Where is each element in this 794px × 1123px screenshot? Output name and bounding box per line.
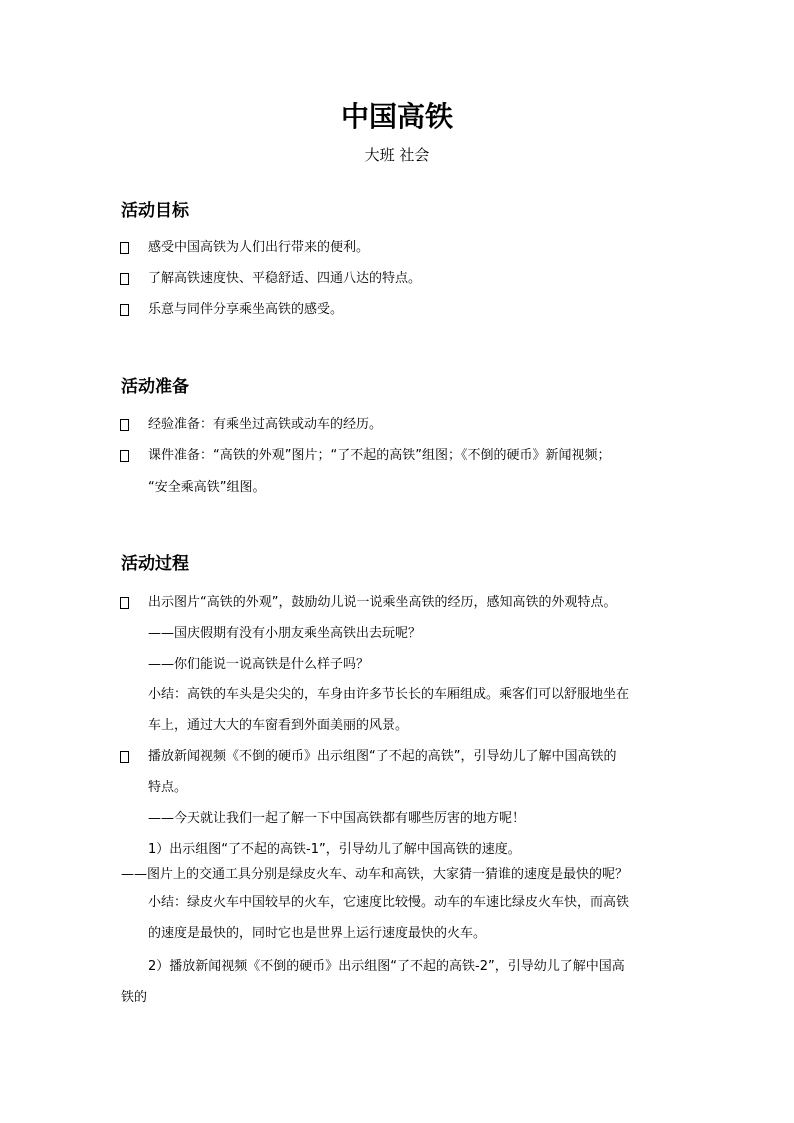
process-step2-sub1-summary-line-1: 小结：绿皮火车中国较早的火车，它速度比较慢。动车的车速比绿皮火车快，而高铁 [148, 895, 630, 910]
process-step2-intro: ——今天就让我们一起了解一下中国高铁都有哪些厉害的地方呢！ [148, 811, 526, 826]
process-step1-question-1: ——国庆假期有没有小朋友乘坐高铁出去玩呢？ [148, 626, 422, 641]
process-step1-question-2: ——你们能说一说高铁是什么样子吗？ [148, 657, 370, 672]
process-step2-sub1-summary-line-2: 的速度是最快的，同时它也是世界上运行速度最快的火车。 [148, 926, 487, 941]
document-title: 中国高铁 [340, 100, 453, 133]
bullet-icon [118, 449, 130, 463]
process-step1-summary-line-1: 小结：高铁的车头是尖尖的，车身由许多节长长的车厢组成。乘客们可以舒服地坐在 [148, 687, 630, 702]
preparation-heading: 活动准备 [121, 377, 189, 397]
process-step1-lead: 出示图片“高铁的外观”，鼓励幼儿说一说乘坐高铁的经历，感知高铁的外观特点。 [148, 595, 617, 610]
preparation-item-1: 经验准备：有乘坐过高铁或动车的经历。 [148, 417, 383, 432]
process-heading: 活动过程 [121, 554, 189, 574]
process-step1-summary-line-2: 车上，通过大大的车窗看到外面美丽的风景。 [148, 718, 409, 733]
goals-heading: 活动目标 [121, 201, 189, 221]
process-step2-lead-line-1: 播放新闻视频《不倒的硬币》出示组图“了不起的高铁”，引导幼儿了解中国高铁的 [148, 749, 617, 764]
goals-item-1: 感受中国高铁为人们出行带来的便利。 [148, 240, 370, 255]
preparation-item-2-continued: “安全乘高铁”组图。 [148, 480, 266, 495]
bullet-icon [118, 750, 130, 764]
goals-item-3: 乐意与同伴分享乘坐高铁的感受。 [148, 302, 344, 317]
process-step2-sub1: 1）出示组图“了不起的高铁-1”，引导幼儿了解中国高铁的速度。 [148, 842, 521, 857]
goals-item-2: 了解高铁速度快、平稳舒适、四通八达的特点。 [148, 271, 422, 286]
bullet-icon [118, 241, 130, 255]
bullet-icon [118, 596, 130, 610]
process-step2-lead-line-2: 特点。 [148, 780, 188, 795]
bullet-icon [118, 418, 130, 432]
process-step2-sub2-line-2: 铁的 [121, 990, 148, 1005]
preparation-item-2: 课件准备：“高铁的外观”图片；“了不起的高铁”组图；《不倒的硬币》新闻视频； [148, 448, 611, 463]
process-step2-sub2-line-1: 2）播放新闻视频《不倒的硬币》出示组图“了不起的高铁-2”，引导幼儿了解中国高 [148, 959, 625, 974]
bullet-icon [118, 303, 130, 317]
document-subtitle: 大班 社会 [364, 146, 430, 164]
bullet-icon [118, 272, 130, 286]
process-step2-sub1-question: ——图片上的交通工具分别是绿皮火车、动车和高铁，大家猜一猜谁的速度是最快的呢？ [121, 867, 629, 882]
